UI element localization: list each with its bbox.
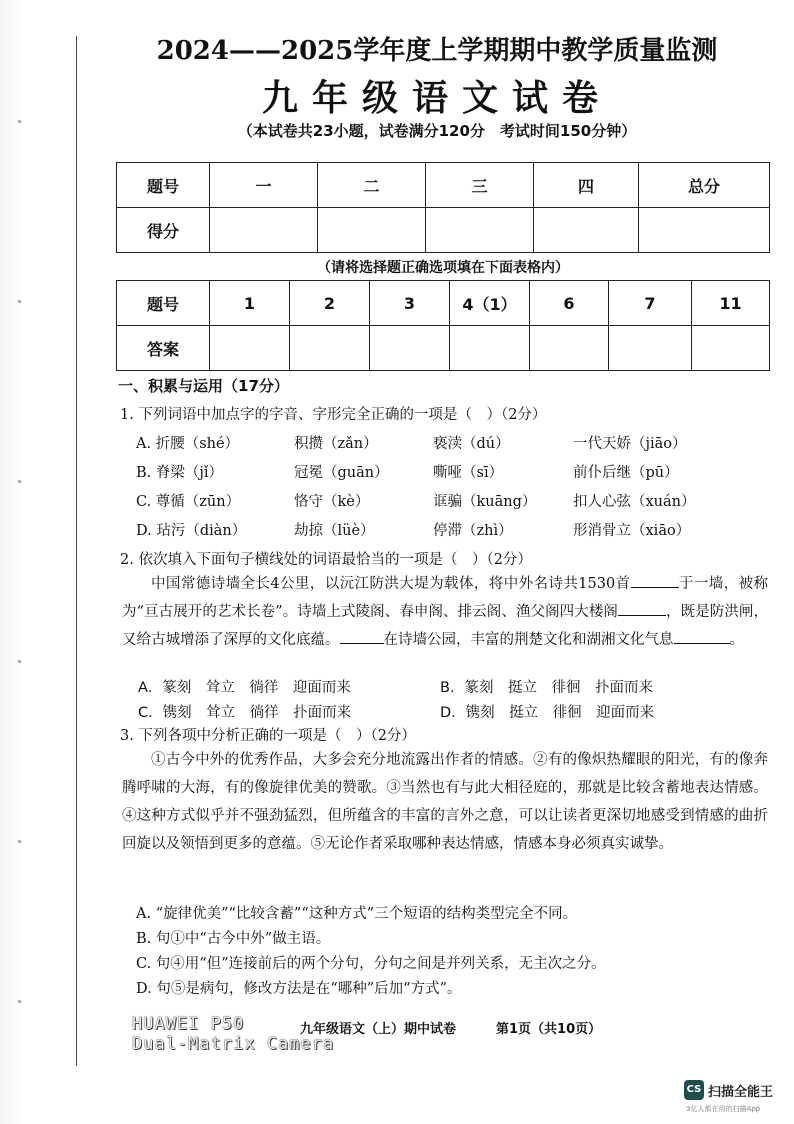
footer-page-number: 第1页（共10页）: [496, 1022, 602, 1037]
q3-option-b: B. 句①中“古今中外”做主语。: [136, 931, 331, 947]
score-header-cell: 四: [534, 163, 639, 208]
q3-option-d: D. 句⑤是病句，修改方法是在“哪种”后加“方式”。: [136, 981, 462, 997]
q2-option-c: C．镌刻 耸立 徜徉 扑面而来: [138, 705, 352, 721]
q1-option-c-word2: 恪守（kè）: [294, 494, 370, 510]
answer-header-cell: 3: [370, 281, 450, 326]
answer-header-cell: 4（1）: [450, 281, 530, 326]
q1-option-c-word4: 扣人心弦（xuán）: [573, 494, 696, 510]
q1-option-d-word3: 停滞（zhì）: [433, 523, 513, 539]
answer-input-cell[interactable]: [530, 326, 609, 371]
camscanner-name: 扫描全能王: [708, 1085, 774, 1100]
q1-option-a-word3: 亵渎（dú）: [433, 436, 510, 452]
answer-input-cell[interactable]: [450, 326, 530, 371]
q3-option-c: C. 句④用“但”连接前后的两个分句，分句之间是并列关系，无主次之分。: [136, 956, 606, 972]
score-table: [116, 162, 770, 253]
q2-blank-2[interactable]: [618, 615, 666, 616]
q2-option-d: D．镌刻 挺立 徘徊 迎面而来: [440, 705, 655, 721]
answer-header-cell: 1: [210, 281, 290, 326]
answer-header-cell: 7: [609, 281, 692, 326]
score-input-cell[interactable]: [426, 208, 534, 253]
q3-passage: ①古今中外的优秀作品，大多会充分地流露出作者的情感。②有的像炽热耀眼的阳光，有的像奔腾呼啸的大海，有的像旋律优美的赞歌。③当然也有与此大相径庭的，那就是比较含蓄地表达情感。④这种方式似乎并不强劲猛烈，但所蕴含的丰富的言外之意，可以让读者更深切地感受到情感的曲折回旋以及领悟到更多的意蕴。⑤无论作者采取哪种表达情感，情感本身必须真实诚挚。: [122, 752, 768, 852]
q2-blank-1[interactable]: [631, 587, 679, 588]
q2-passage: [122, 570, 768, 654]
answer-input-cell[interactable]: [370, 326, 450, 371]
score-table-score-row: [117, 208, 770, 253]
binding-line: [76, 36, 77, 1066]
q1-option-b-word3: 嘶哑（sī）: [433, 465, 504, 481]
q1-option-a-word1: A. 折腰（shé）: [136, 436, 240, 452]
q1-option-c-word1: C. 尊循（zūn）: [136, 494, 241, 510]
answer-table-header-row: [117, 281, 770, 326]
q1-option-b-word2: 冠冕（guān）: [294, 465, 389, 481]
score-header-cell: 二: [318, 163, 426, 208]
q1-option-d-word1: D. 玷污（diàn）: [136, 523, 247, 539]
answer-header-cell: 题号: [117, 281, 210, 326]
q1-option-c-word3: 诓骗（kuāng）: [433, 494, 537, 510]
q2-passage-part5: 。: [729, 632, 744, 648]
q1-option-d-word2: 劫掠（lüè）: [294, 523, 375, 539]
answer-input-cell[interactable]: [609, 326, 692, 371]
exam-title-line2: 九年级语文试卷: [261, 78, 612, 119]
score-header-cell: 三: [426, 163, 534, 208]
answer-row-label: 答案: [117, 326, 210, 371]
q1-option-b-word4: 前仆后继（pū）: [573, 465, 679, 481]
score-row-label: 得分: [117, 208, 210, 253]
q3-stem: 3. 下列各项中分析正确的一项是（ ）（2分）: [120, 728, 416, 744]
answer-header-cell: 6: [530, 281, 609, 326]
footer-course: 九年级语文（上）期中试卷: [300, 1022, 457, 1037]
q2-option-a: A．篆刻 耸立 徜徉 迎面而来: [138, 680, 351, 696]
exam-subtitle: （本试卷共23小题，试卷满分120分 考试时间150分钟）: [237, 122, 637, 140]
score-header-cell: 题号: [117, 163, 210, 208]
q2-passage-part4: 在诗墙公园，丰富的荆楚文化和湖湘文化气息: [383, 632, 674, 648]
camscanner-logo-icon: CS: [684, 1080, 704, 1100]
q2-blank-4[interactable]: [674, 643, 730, 644]
q2-passage-part1: 中国常德诗墙全长4公里，以沅江防洪大堤为载体，将中外名诗共1530首: [151, 576, 631, 592]
answer-input-cell[interactable]: [210, 326, 290, 371]
camera-watermark: HUAWEI P50 Dual-Matrix Camera: [132, 1014, 335, 1054]
binding-dots: [0, 0, 30, 1124]
q2-option-b: B．篆刻 挺立 徘徊 扑面而来: [440, 680, 653, 696]
exam-title-line1: 2024——2025学年度上学期期中教学质量监测: [156, 36, 718, 66]
answer-table: [116, 280, 770, 371]
score-input-cell[interactable]: [639, 208, 770, 253]
q1-option-a-word4: 一代天娇（jiāo）: [573, 436, 687, 452]
answer-header-cell: 11: [692, 281, 770, 326]
q1-option-b-word1: B. 脊梁（jǐ）: [136, 465, 224, 481]
score-input-cell[interactable]: [534, 208, 639, 253]
answer-header-cell: 2: [290, 281, 370, 326]
q1-option-a-word2: 积攒（zǎn）: [294, 436, 378, 452]
section1-heading: 一、积累与运用（17分）: [118, 377, 289, 395]
score-input-cell[interactable]: [318, 208, 426, 253]
q2-passage-part2: 于一墙，被称为“亘古展开的艺术长卷”。诗墙上式陵阁、春申阁、排云阁、渔父阁四大楼阁: [122, 576, 769, 620]
q2-blank-3[interactable]: [340, 643, 384, 644]
answer-table-answer-row: [117, 326, 770, 371]
score-header-cell: 一: [210, 163, 318, 208]
answer-input-cell[interactable]: [290, 326, 370, 371]
camscanner-tagline: 3亿人都在用的扫描App: [686, 1105, 761, 1113]
q2-stem: 2. 依次填入下面句子横线处的词语最恰当的一项是（ ）（2分）: [120, 552, 532, 568]
q2-passage-part3: ，既是防洪闸，又给古城增添了深厚的文化底蕴。: [122, 604, 768, 648]
answer-input-cell[interactable]: [692, 326, 770, 371]
q1-stem: 1. 下列词语中加点字的字音、字形完全正确的一项是（ ）（2分）: [120, 407, 547, 423]
q1-option-d-word4: 形消骨立（xiāo）: [573, 523, 691, 539]
score-header-cell: 总分: [639, 163, 770, 208]
answer-table-note: （请将选择题正确选项填在下面表格内）: [317, 260, 569, 276]
score-table-header-row: [117, 163, 770, 208]
score-input-cell[interactable]: [210, 208, 318, 253]
q3-option-a: A. “旋律优美”“比较含蓄”“这种方式”三个短语的结构类型完全不同。: [136, 906, 578, 922]
